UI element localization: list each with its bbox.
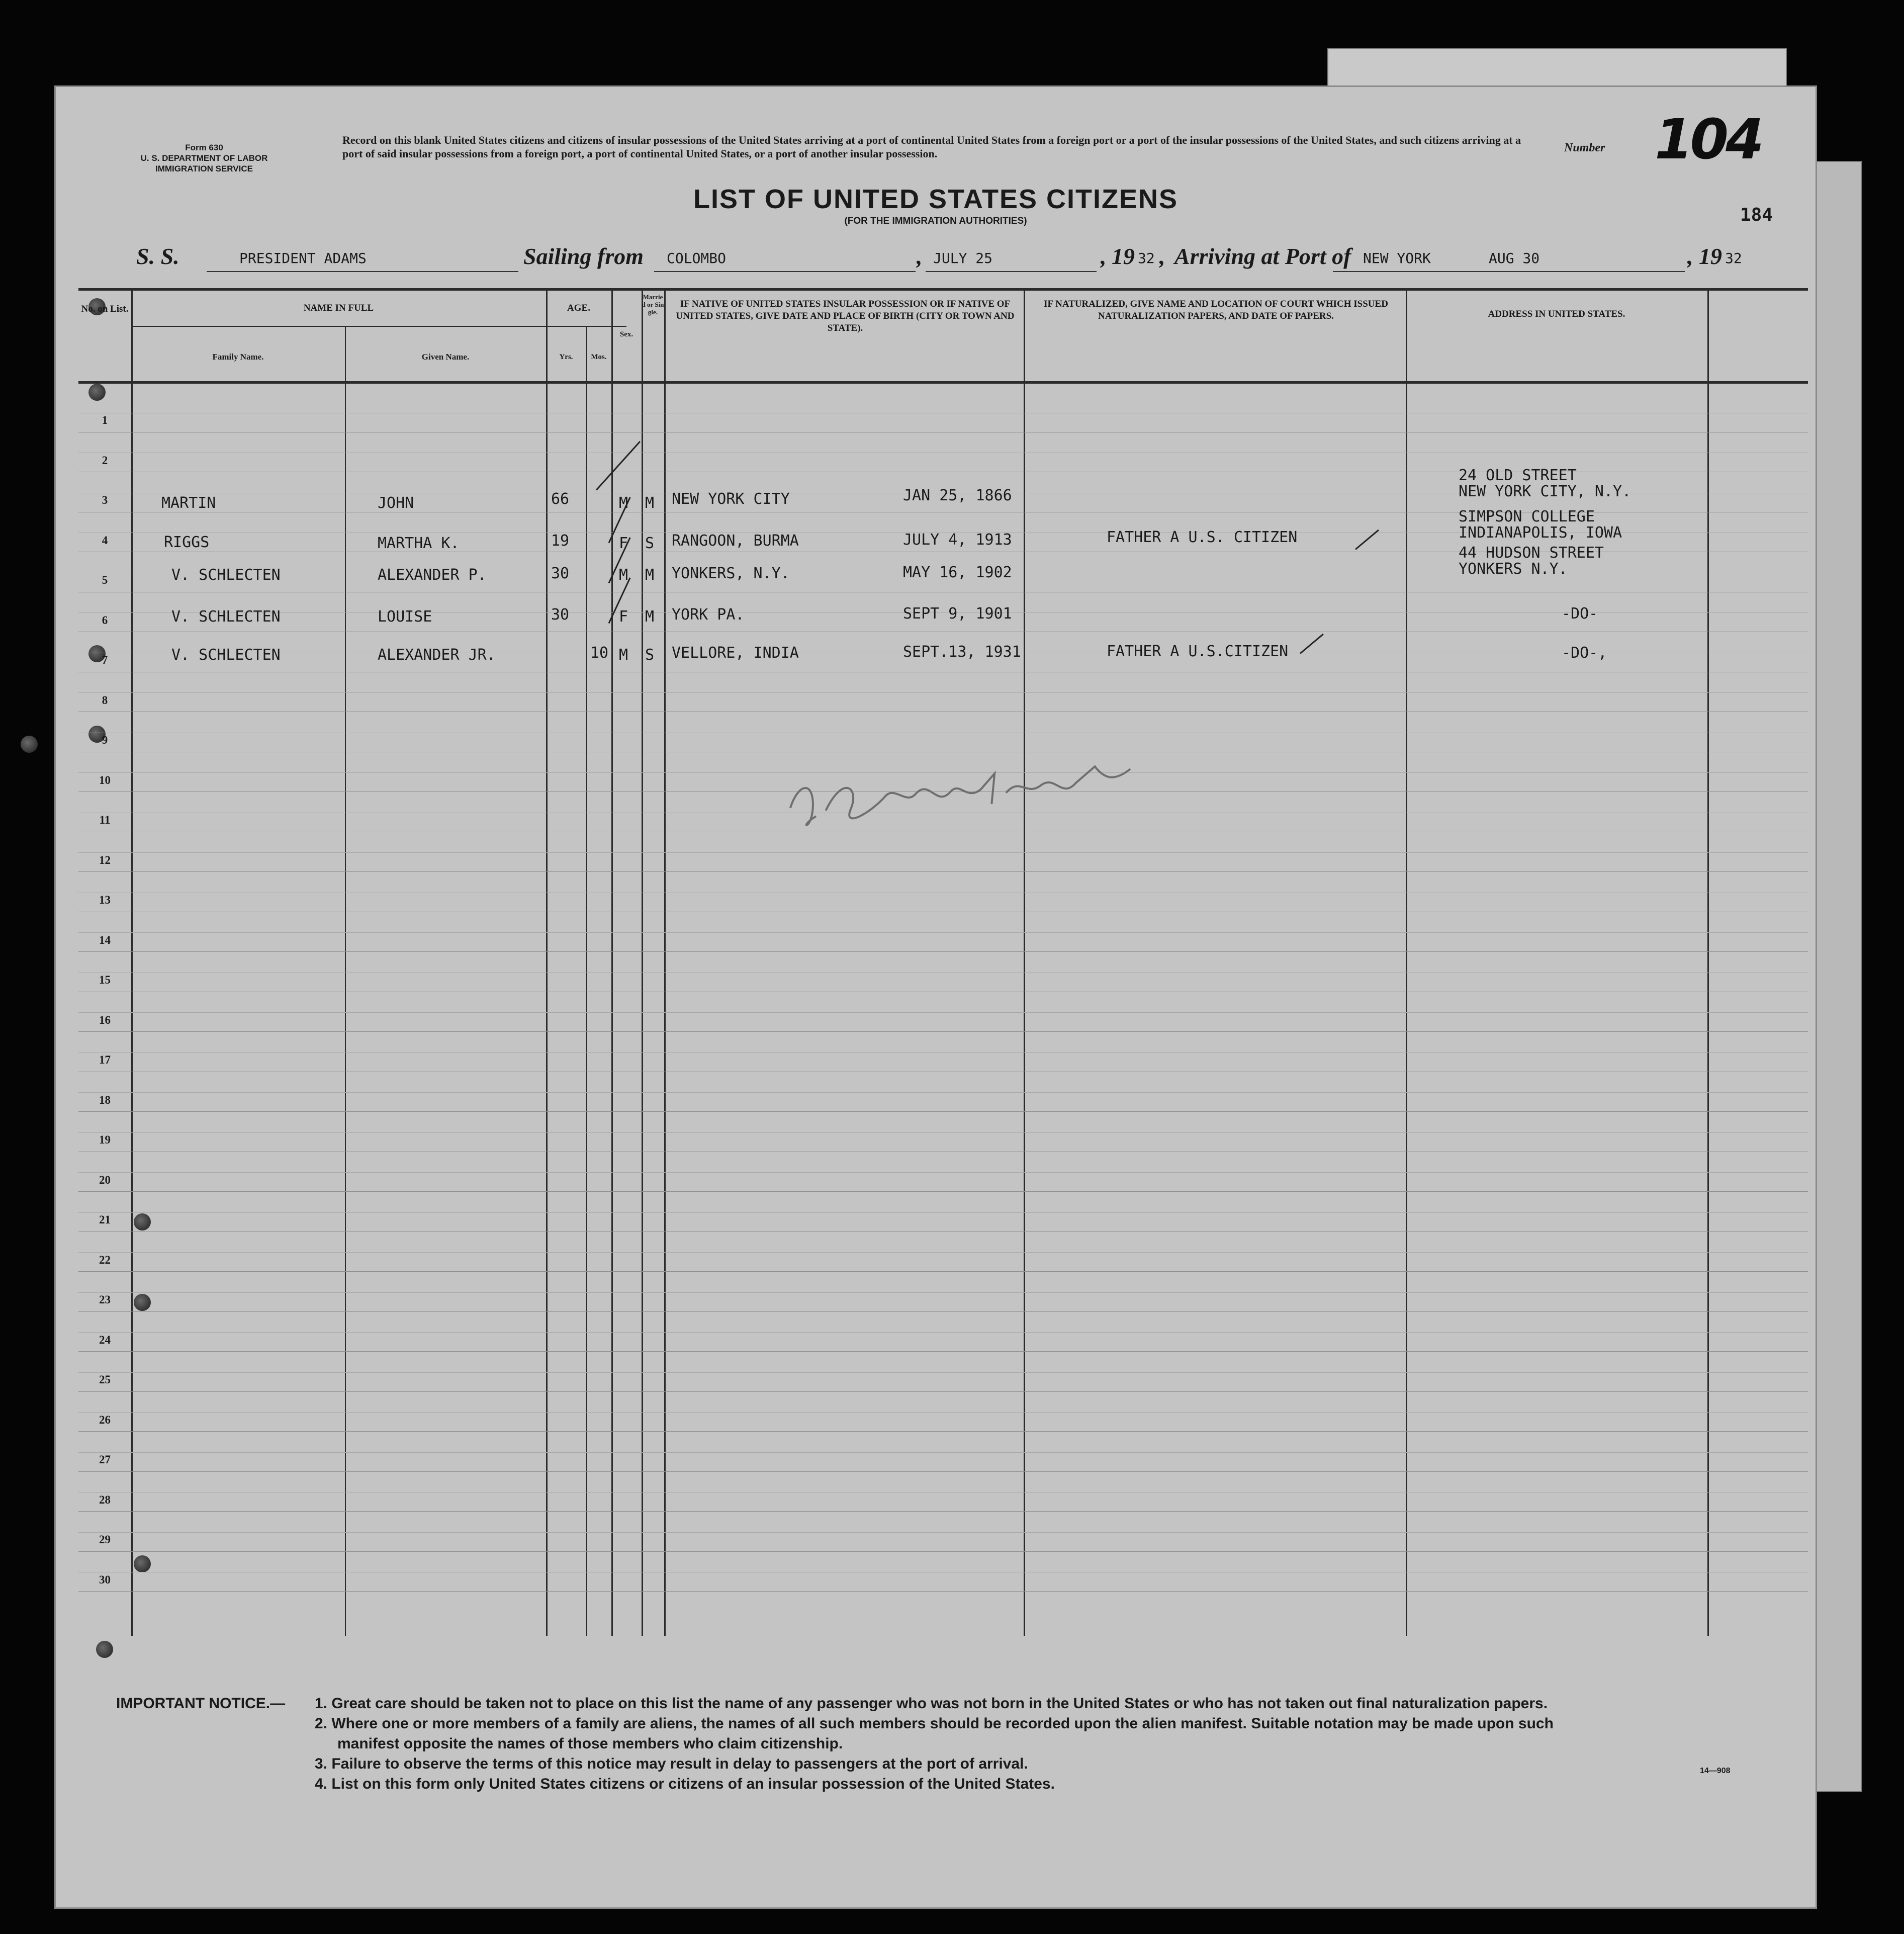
address-line2: INDIANAPOLIS, IOWA (1459, 524, 1622, 542)
arrival-year-suffix: 32 (1725, 250, 1742, 267)
page-subtitle: (FOR THE IMMIGRATION AUTHORITIES) (844, 216, 1027, 226)
birth-date: JAN 25, 1866 (903, 487, 1012, 504)
given-name: ALEXANDER P. (378, 566, 487, 584)
arrival-year-prefix: 19 (1699, 243, 1722, 269)
row-number: 29 (99, 1533, 111, 1546)
form-code: 14—908 (1700, 1767, 1731, 1775)
sex: M (619, 646, 628, 664)
ruled-line (78, 1311, 1808, 1312)
row-number: 3 (102, 494, 108, 506)
ruled-line (78, 1012, 1808, 1013)
depart-year-suffix: 32 (1138, 250, 1155, 267)
page-title: LIST OF UNITED STATES CITIZENS (693, 184, 1178, 214)
col-header-name: NAME IN FULL (303, 303, 374, 313)
ruled-line (78, 1412, 1808, 1413)
col-header-age: AGE. (567, 303, 590, 313)
sex: F (619, 535, 628, 552)
birth-date: SEPT.13, 1931 (903, 643, 1021, 661)
row-number: 15 (99, 974, 111, 986)
row-number: 11 (99, 814, 111, 826)
address-line2: NEW YORK CITY, N.Y. (1459, 483, 1631, 500)
col-header-sex: Sex. (619, 330, 633, 338)
birth-place: YONKERS, N.Y. (672, 565, 790, 582)
col-header-no: No. on List. (81, 304, 129, 314)
ruled-line (78, 951, 1808, 952)
ruled-line (78, 1431, 1808, 1432)
document-sheet (54, 85, 1817, 1909)
arrival-port: NEW YORK (1363, 250, 1431, 267)
ruled-line (78, 932, 1808, 933)
ss-label: S. S. (136, 243, 179, 269)
row-number: 24 (99, 1333, 111, 1346)
row-number: 7 (102, 654, 108, 666)
row-number: 25 (99, 1373, 111, 1386)
ruled-line (78, 1551, 1808, 1552)
ruled-line (78, 1351, 1808, 1352)
row-number: 6 (102, 613, 108, 627)
notice-item: 2. Where one or more members of a family are aliens, the names of all such members should be recorded upon the alien manifest. Suitable notation may be made upon such (315, 1715, 1554, 1732)
row-number: 30 (99, 1573, 111, 1586)
row-number: 20 (99, 1173, 111, 1186)
age-years: 30 (551, 606, 570, 624)
notice-item: manifest opposite the names of those members who claim citizenship. (337, 1735, 843, 1752)
ruled-line (78, 1252, 1808, 1253)
birth-place: RANGOON, BURMA (672, 532, 799, 550)
address-line1: -DO- (1562, 605, 1598, 623)
ruled-line (78, 852, 1808, 853)
row-number: 19 (99, 1133, 111, 1146)
ruled-line (78, 1271, 1808, 1272)
age-months: 10 (590, 644, 609, 662)
row-number: 5 (102, 574, 108, 586)
ruled-line (78, 1052, 1808, 1053)
arriving-label: Arriving at Port of (1174, 243, 1351, 269)
notice-item: 1. Great care should be taken not to place on this list the name of any passenger who was not born in the United States or who has not taken out final naturalization papers. (315, 1695, 1548, 1712)
marital-status: M (645, 566, 655, 584)
address-line1: SIMPSON COLLEGE (1459, 508, 1595, 525)
instructions: Record on this blank United States citizens and citizens of insular possessions of the United States arriving at a port of continental United States from a foreign port or a port of the insular possessions of the United States, and such citizens arriving at a port of said insular possessions from a foreign port, a port of continental United States, or a port of another insular possession. (342, 134, 1521, 160)
family-name: V. SCHLECTEN (171, 566, 281, 584)
marital-status: S (645, 646, 655, 664)
ruled-line (78, 1172, 1808, 1173)
col-header-address: ADDRESS IN UNITED STATES. (1488, 309, 1625, 319)
address-line1: -DO-, (1562, 644, 1607, 662)
age-years: 30 (551, 565, 570, 582)
ruled-line (78, 1391, 1808, 1392)
department: U. S. DEPARTMENT OF LABOR (140, 153, 268, 163)
ship-name: PRESIDENT ADAMS (239, 250, 367, 267)
depart-date: JULY 25 (933, 250, 993, 267)
age-years: 19 (551, 532, 570, 550)
address-line1: 24 OLD STREET (1459, 467, 1577, 484)
given-name: MARTHA K. (378, 535, 460, 552)
col-header-family: Family Name. (212, 352, 264, 362)
birth-date: JULY 4, 1913 (903, 531, 1012, 549)
notice-items (315, 1694, 1773, 1794)
ruled-line (78, 1212, 1808, 1213)
family-name: V. SCHLECTEN (171, 646, 281, 664)
birth-date: MAY 16, 1902 (903, 564, 1012, 581)
ruled-line (78, 1132, 1808, 1133)
address-line1: 44 HUDSON STREET (1459, 544, 1604, 562)
ruled-line (78, 1471, 1808, 1472)
form-number: Form 630 (185, 143, 223, 152)
row-number: 10 (99, 773, 111, 786)
marital-status: M (645, 608, 655, 626)
row-number: 14 (99, 933, 111, 946)
sailing-from-label: Sailing from (523, 243, 644, 269)
given-name: ALEXANDER JR. (378, 646, 496, 664)
ruled-line (78, 1031, 1808, 1032)
row-number: 28 (99, 1493, 111, 1506)
naturalization: FATHER A U.S.CITIZEN (1107, 643, 1289, 660)
sex: M (619, 494, 628, 512)
ruled-line (78, 692, 1808, 693)
ruled-line (78, 871, 1808, 872)
age-years: 66 (551, 490, 570, 508)
row-number: 1 (102, 414, 108, 426)
depart-year-prefix: 19 (1112, 243, 1135, 269)
row-number: 16 (99, 1013, 111, 1026)
ruled-line (78, 1111, 1808, 1112)
col-header-birth: IF NATIVE OF UNITED STATES INSULAR POSSESSION OR IF NATIVE OF UNITED STATES, GIVE DATE AND PLACE OF BIRTH (CITY OR TOWN AND STATE). (676, 299, 1015, 333)
row-number: 18 (99, 1093, 111, 1106)
handwritten-number: 104 (1655, 107, 1761, 171)
sailing-line: S. S. PRESIDENT ADAMS Sailing from COLOMBO , JULY 25 , 19 32 , Arriving at Port of NEW YORK AUG 30 , 19 32 (56, 243, 1816, 278)
col-header-mos: Mos. (591, 353, 607, 361)
col-header-naturalized: IF NATURALIZED, GIVE NAME AND LOCATION OF COURT WHICH ISSUED NATURALIZATION PAPERS, AND DATE OF PAPERS. (1044, 299, 1388, 321)
row-number: 21 (99, 1213, 111, 1226)
family-name: MARTIN (161, 494, 216, 512)
naturalization: FATHER A U.S. CITIZEN (1107, 529, 1298, 546)
birth-date: SEPT 9, 1901 (903, 605, 1012, 623)
col-header-yrs: Yrs. (559, 353, 573, 361)
row-number: 26 (99, 1413, 111, 1426)
given-name: JOHN (378, 494, 414, 512)
notice-label: IMPORTANT NOTICE.— (116, 1695, 286, 1712)
page-number: 184 (1740, 205, 1773, 225)
ruled-line (78, 1532, 1808, 1533)
ruled-line (78, 1191, 1808, 1192)
row-number: 13 (99, 894, 111, 906)
number-label: Number (1564, 141, 1605, 154)
arrival-date: AUG 30 (1489, 250, 1540, 267)
row-number: 23 (99, 1293, 111, 1306)
family-name: V. SCHLECTEN (171, 608, 281, 626)
row-number: 17 (99, 1053, 111, 1066)
ruled-line (78, 1092, 1808, 1093)
row-number: 22 (99, 1253, 111, 1266)
col-header-given: Given Name. (421, 352, 470, 362)
ruled-line (78, 1292, 1808, 1293)
binder-hole (96, 1641, 113, 1658)
birth-place: NEW YORK CITY (672, 490, 790, 508)
birth-place: VELLORE, INDIA (672, 644, 799, 662)
form-header (104, 142, 305, 174)
row-number: 12 (99, 853, 111, 866)
marital-status: S (645, 535, 655, 552)
marital-status: M (645, 494, 655, 512)
check-mark (596, 441, 641, 491)
sex: F (619, 608, 628, 626)
row-number: 8 (102, 693, 108, 707)
ruled-line (78, 1452, 1808, 1453)
row-number: 27 (99, 1453, 111, 1466)
citizen-table (78, 288, 1808, 1636)
birth-place: YORK PA. (672, 606, 745, 624)
ruled-line (78, 1511, 1808, 1512)
notice-item: 4. List on this form only United States citizens or citizens of an insular possession of the United States. (315, 1776, 1055, 1792)
col-header-married: Married or Single. (642, 293, 664, 316)
binder-hole (21, 736, 38, 753)
address-line2: YONKERS N.Y. (1459, 560, 1568, 578)
notice-item: 3. Failure to observe the terms of this notice may result in delay to passengers at the port of arrival. (315, 1755, 1028, 1772)
ruled-line (78, 1591, 1808, 1592)
service: IMMIGRATION SERVICE (155, 164, 253, 173)
ruled-line (78, 1332, 1808, 1333)
ruled-line (78, 1372, 1808, 1373)
check-mark (1300, 634, 1324, 654)
family-name: RIGGS (164, 534, 210, 551)
from-port: COLOMBO (667, 250, 727, 267)
given-name: LOUISE (378, 608, 432, 626)
row-number: 4 (102, 534, 108, 547)
row-number: 9 (102, 734, 108, 746)
row-number: 2 (102, 454, 108, 467)
sex: M (619, 566, 628, 584)
